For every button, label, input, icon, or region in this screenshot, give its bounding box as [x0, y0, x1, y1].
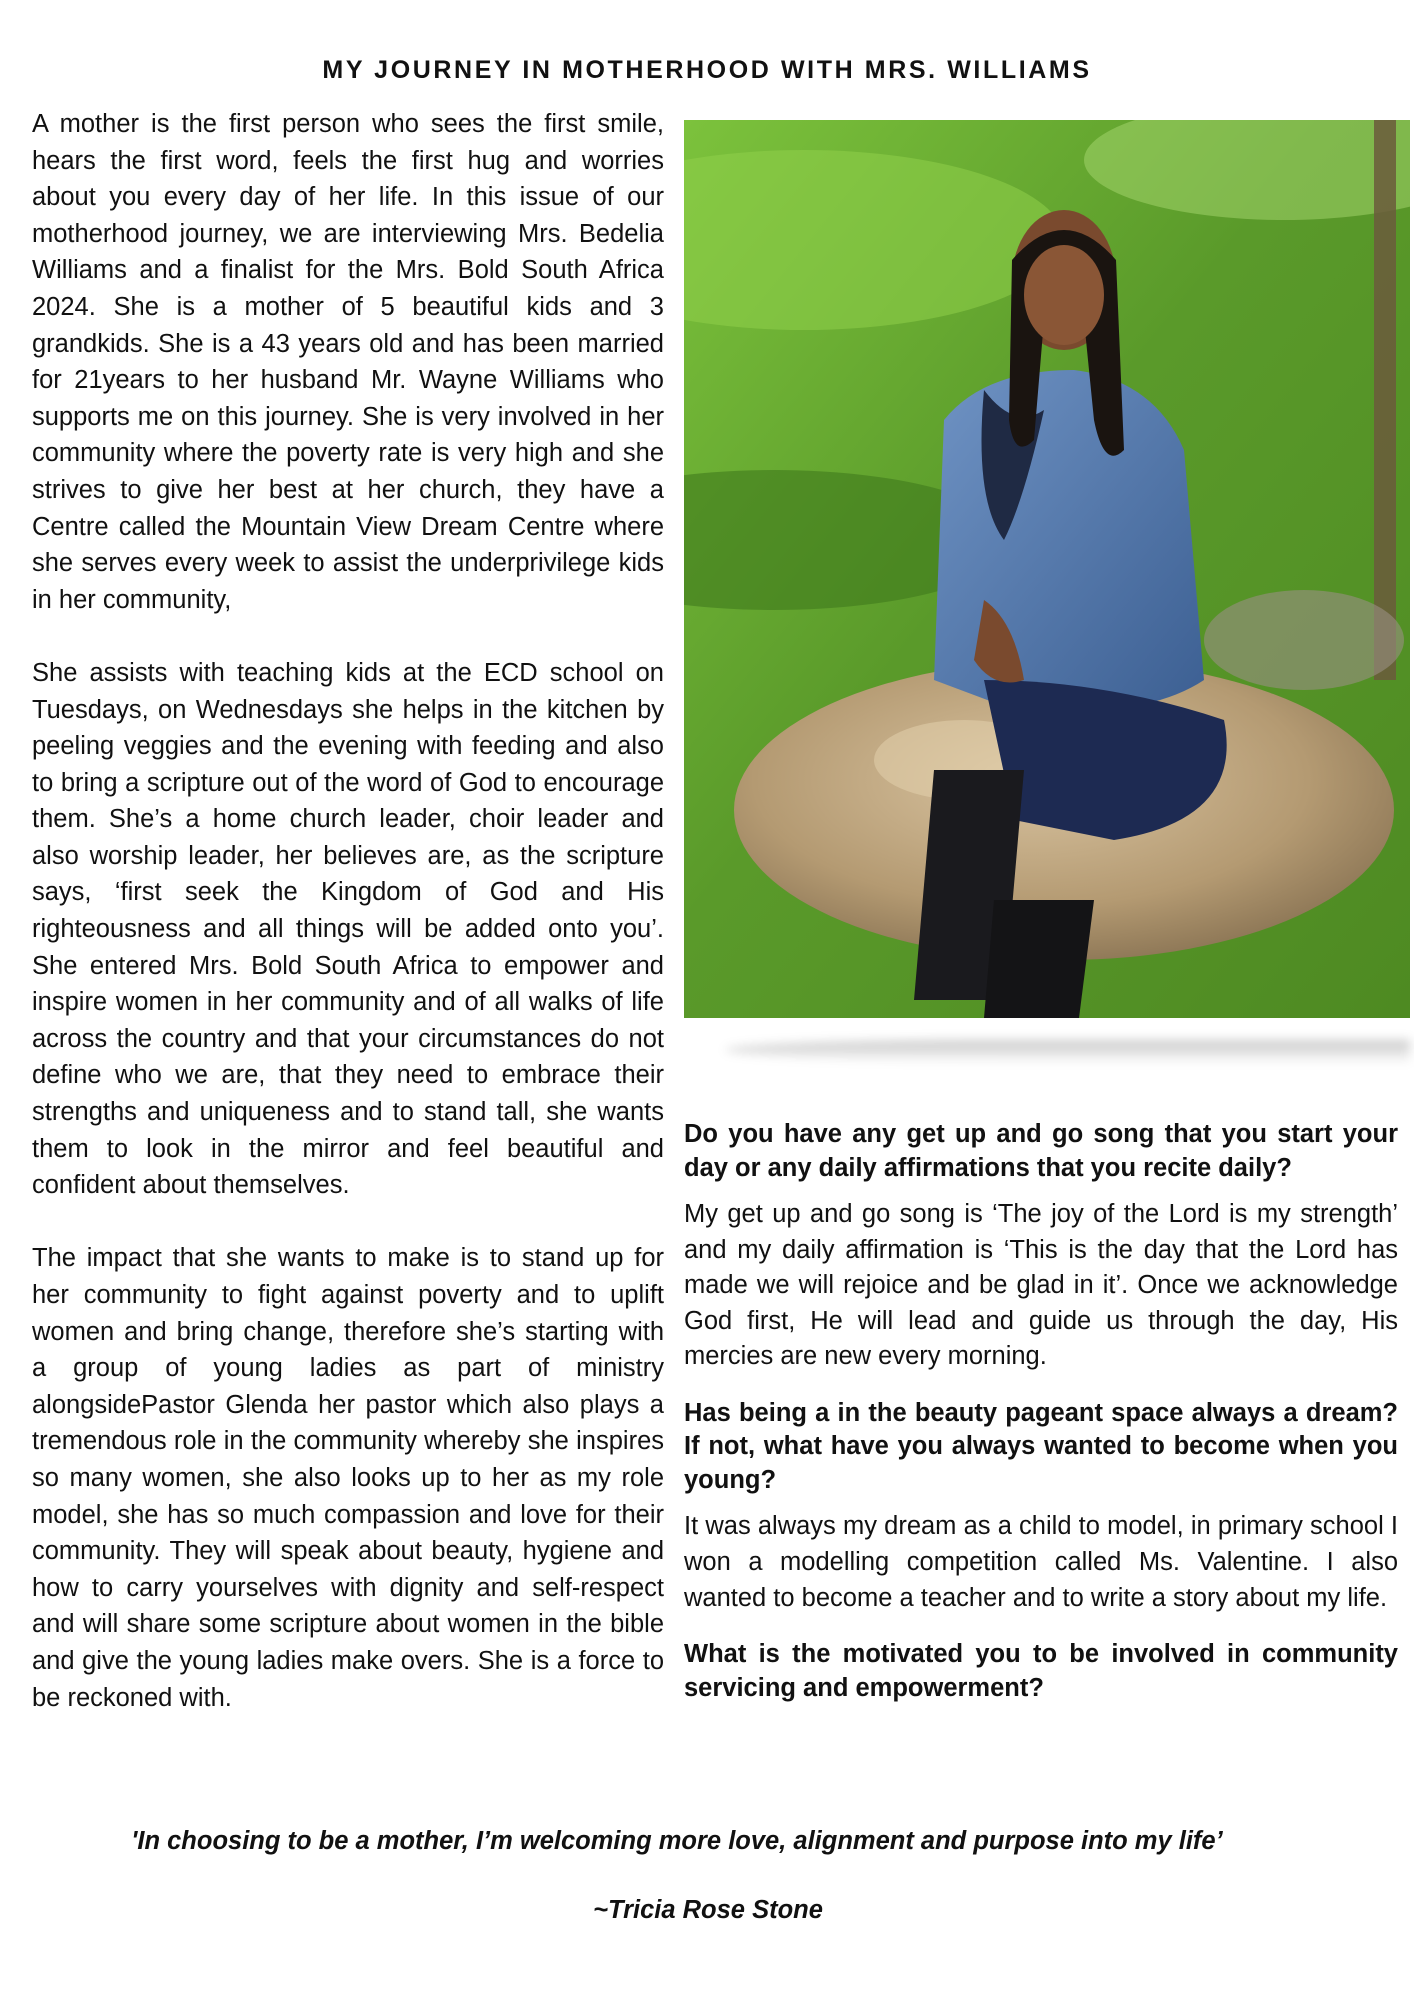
interview-answer: It was always my dream as a child to model, in primary school I won a modelling competition called Ms. Valentine. I also wanted to become a teacher and to write a story about my life. [684, 1512, 1398, 1612]
interview-section [684, 1118, 1398, 1717]
page-title: MY JOURNEY IN MOTHERHOOD WITH MRS. WILLIAMS [322, 56, 1092, 84]
interview-question: Has being a in the beauty pageant space always a dream? If not, what have you always wanted to become when you young? [684, 1398, 1398, 1494]
article-paragraph: The impact that she wants to make is to stand up for her community to fight against poverty and to uplift women and bring change, therefore she’s starting with a group of young ladies as part of ministry alongsidePastor Glenda her pastor which also plays a tremendous role in the community whereby she inspires so many women, she also looks up to her as my role model, she has so much compassion and love for their community. They will speak about beauty, hygiene and how to carry yourselves with dignity and self-respect and will share some scripture about women in the bible and give the young ladies make overs. She is a force to be reckoned with. [32, 1244, 664, 1712]
interview-question: What is the motivated you to be involved in community servicing and empowerment? [684, 1640, 1398, 1702]
article-paragraph: She assists with teaching kids at the ECD school on Tuesdays, on Wednesdays she helps in the kitchen by peeling veggies and the evening with feeding and also to bring a scripture out of the word of God to encourage them. She’s a home church leader, choir leader and also worship leader, her believes are, as the scripture says, ‘first seek the Kingdom of God and His righteousness and all things will be added onto you’. She entered Mrs. Bold South Africa to empower and inspire women in her community and of all walks of life across the country and that your circumstances do not define who we are, that they need to embrace their strengths and uniqueness and to stand tall, she wants them to look in the mirror and feel beautiful and confident about themselves. [32, 658, 664, 1200]
article-left-column [32, 106, 664, 1716]
photo-shadow [725, 1040, 1410, 1064]
article-paragraph: A mother is the first person who sees the first smile, hears the first word, feels the first hug and worries about you every day of her life. In this issue of our motherhood journey, we are interviewing Mrs. Bedelia Williams and a finalist for the Mrs. Bold South Africa 2024. She is a mother of 5 beautiful kids and 3 grandkids. She is a 43 years old and has been married for 21years to her husband Mr. Wayne Williams who supports me on this journey. She is very involved in her community where the poverty rate is very high and she strives to give her best at her church, they have a Centre called the Mountain View Dream Centre where she serves every week to assist the underprivilege kids in her community, [32, 110, 664, 614]
pull-quote: 'In choosing to be a mother, I’m welcoming more love, alignment and purpose into my life’ [131, 1827, 1223, 1855]
quote-author: ~Tricia Rose Stone [593, 1896, 823, 1924]
interview-answer: My get up and go song is ‘The joy of the Lord is my strength’ and my daily affirmation is ‘This is the day that the Lord has made we will rejoice and be glad in it’. Once we acknowledge God first, He will lead and guide us through the day, His mercies are new every morning. [684, 1200, 1398, 1371]
portrait-photo-icon [684, 120, 1410, 1018]
interview-question: Do you have any get up and go song that you start your day or any daily affirmations that you recite daily? [684, 1120, 1398, 1182]
